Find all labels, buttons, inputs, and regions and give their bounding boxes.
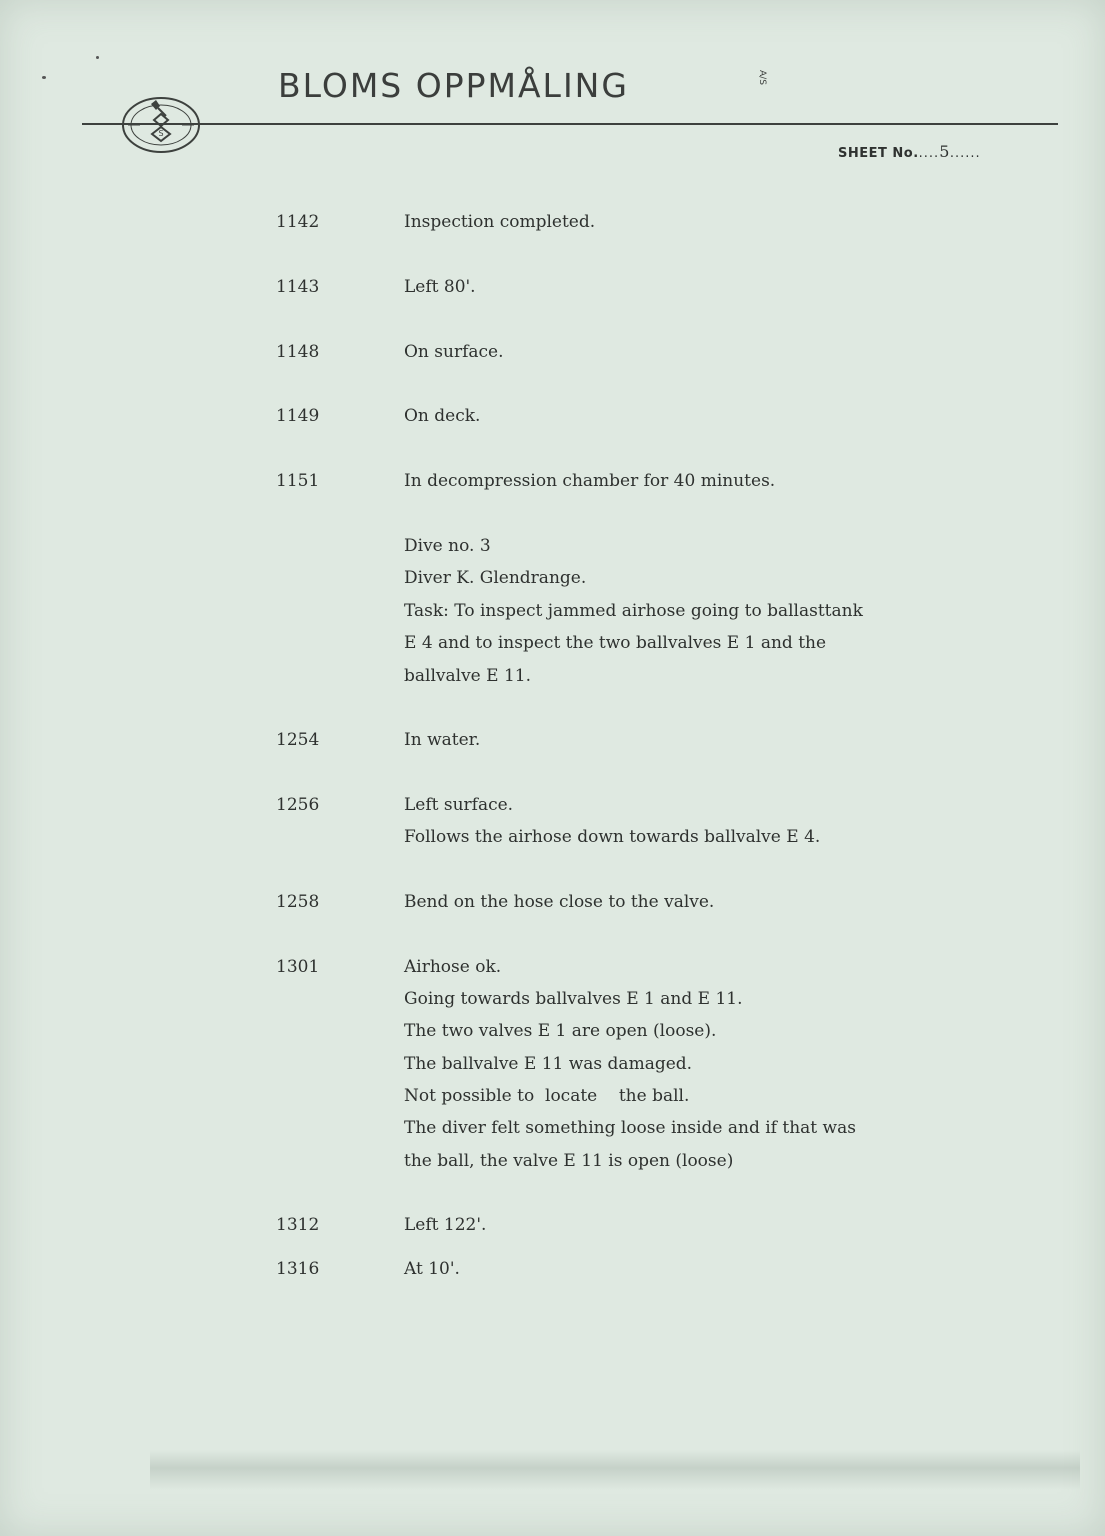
- log-time: 1312: [276, 1215, 320, 1235]
- log-time: 1143: [276, 277, 320, 297]
- log-line: The two valves E 1 are open (loose).: [404, 1021, 717, 1041]
- dive-info-line: ballvalve E 11.: [404, 666, 531, 686]
- sheet-dots-after: ......: [949, 146, 981, 161]
- log-line: On surface.: [404, 342, 504, 362]
- log-line: In decompression chamber for 40 minutes.: [404, 471, 776, 491]
- sheet-label: SHEET No.: [838, 146, 919, 161]
- log-line: Going towards ballvalves E 1 and E 11.: [404, 989, 743, 1009]
- log-time: 1254: [276, 730, 320, 750]
- log-line: Bend on the hose close to the valve.: [404, 892, 715, 912]
- header-rule: [82, 123, 1058, 125]
- log-time: 1316: [276, 1259, 320, 1279]
- stray-mark: [96, 56, 99, 59]
- log-line: Left 80'.: [404, 277, 476, 297]
- log-line: At 10'.: [404, 1259, 460, 1279]
- sheet-number-value: 5: [939, 142, 950, 161]
- log-line: Airhose ok.: [404, 957, 502, 977]
- log-line: the ball, the valve E 11 is open (loose): [404, 1151, 734, 1171]
- log-line: On deck.: [404, 406, 481, 426]
- log-time: 1142: [276, 212, 320, 232]
- log-line: Left 122'.: [404, 1215, 487, 1235]
- log-time: 1301: [276, 957, 320, 977]
- log-time: 1149: [276, 406, 320, 426]
- log-time: 1258: [276, 892, 320, 912]
- sheet-dots-before: ....: [918, 146, 940, 161]
- log-line: The diver felt something loose inside and if that was: [404, 1118, 856, 1138]
- stray-mark: [42, 76, 46, 79]
- company-logo-icon: [118, 94, 204, 156]
- log-time: 1256: [276, 795, 320, 815]
- log-line: Not possible to locate the ball.: [404, 1086, 690, 1106]
- log-line: Inspection completed.: [404, 212, 596, 232]
- dive-info-line: E 4 and to inspect the two ballvalves E 1 and the: [404, 633, 827, 653]
- dive-info-line: Task: To inspect jammed airhose going to ballasttank: [404, 601, 863, 621]
- company-suffix: [756, 70, 768, 88]
- bottom-smudge: [150, 1450, 1080, 1490]
- dive-info-line: Dive no. 3: [404, 536, 491, 556]
- log-line: Left surface.: [404, 795, 514, 815]
- log-time: 1148: [276, 342, 320, 362]
- dive-info-line: Diver K. Glendrange.: [404, 568, 587, 588]
- company-suffix-text: A/S: [757, 70, 767, 85]
- log-line: The ballvalve E 11 was damaged.: [404, 1054, 693, 1074]
- log-time: 1151: [276, 471, 320, 491]
- sheet-number: [838, 142, 981, 161]
- log-line: Follows the airhose down towards ballvalve E 4.: [404, 827, 821, 847]
- svg-text:S: S: [158, 129, 164, 138]
- company-name: BLOMS OPPMÅLING: [278, 66, 629, 105]
- log-line: In water.: [404, 730, 481, 750]
